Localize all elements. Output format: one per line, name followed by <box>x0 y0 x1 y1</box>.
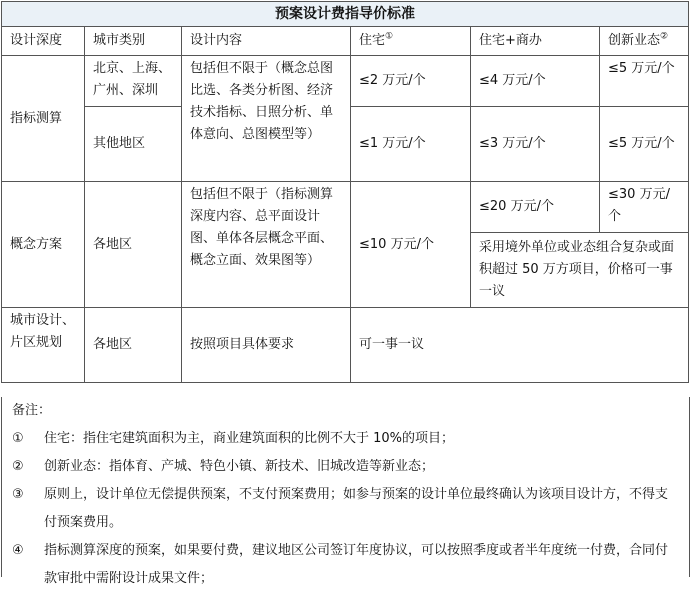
note-mark: ① <box>12 431 24 446</box>
row-concept-a <box>2 182 689 233</box>
note-text: 住宅：指住宅建筑面积为主，商业建筑面积的比例不大于 10%的项目； <box>44 431 455 446</box>
note-mark: ④ <box>12 543 24 558</box>
cell-other-residential: ≤1 万元/个 <box>351 107 471 182</box>
cell-concept-content: 包括但不限于（指标测算深度内容、总平面设计图、单体各层概念平面、概念立面、效果图等） <box>182 182 351 308</box>
header-design-content: 设计内容 <box>182 27 351 56</box>
note-text: 创新业态：指体育、产城、特色小镇、新技术、旧城改造等新业态； <box>44 459 435 474</box>
cell-urban-depth: 城市设计、片区规划 <box>2 308 85 383</box>
cell-concept-special-note: 采用境外单位或业态组合复杂或面积超过 50 万方项目，价格可一事一议 <box>471 233 689 308</box>
note-mark: ③ <box>12 487 24 502</box>
cell-tier1-residential: ≤2 万元/个 <box>351 56 471 107</box>
cell-concept-depth: 概念方案 <box>2 182 85 308</box>
note-text: 原则上，设计单位无偿提供预案，不支付预案费用；如参与预案的设计单位最终确认为该项目设计方，不得支付预案费用。 <box>44 487 669 530</box>
cell-tier1-res-com: ≤4 万元/个 <box>471 56 600 107</box>
cell-tier1-city: 北京、上海、广州、深圳 <box>85 56 182 107</box>
cell-concept-residential: ≤10 万元/个 <box>351 182 471 308</box>
header-residential-commercial: 住宅+商办 <box>471 27 600 56</box>
notes-label: 备注： <box>12 403 52 418</box>
cell-concept-city: 各地区 <box>85 182 182 308</box>
note-item <box>2 537 689 593</box>
note-item <box>2 453 689 481</box>
cell-concept-innovative: ≤30 万元/个 <box>600 182 689 233</box>
header-residential-label: 住宅 <box>359 33 386 48</box>
title-row <box>2 2 689 27</box>
cell-urban-city: 各地区 <box>85 308 182 383</box>
note-item <box>2 425 689 453</box>
header-residential <box>351 27 471 56</box>
cell-other-innovative: ≤5 万元/个 <box>600 107 689 182</box>
cell-other-res-com: ≤3 万元/个 <box>471 107 600 182</box>
fee-table <box>1 1 689 383</box>
cell-indicator-depth: 指标测算 <box>2 56 85 182</box>
note-mark: ② <box>12 459 24 474</box>
cell-other-city: 其他地区 <box>85 107 182 182</box>
header-innovative-label: 创新业态 <box>608 33 661 48</box>
cell-tier1-innovative: ≤5 万元/个 <box>600 56 689 107</box>
notes-section <box>1 397 690 586</box>
note-item <box>2 481 689 537</box>
footnote-ref-1: ① <box>385 31 394 42</box>
header-city-category: 城市类别 <box>85 27 182 56</box>
header-row <box>2 27 689 56</box>
header-design-depth: 设计深度 <box>2 27 85 56</box>
header-innovative <box>600 27 689 56</box>
footnote-ref-2: ② <box>660 31 669 42</box>
cell-urban-price: 可一事一议 <box>351 308 689 383</box>
cell-indicator-content: 包括但不限于（概念总图比选、各类分析图、经济技术指标、日照分析、单体意向、总图模型等） <box>182 56 351 182</box>
cell-urban-content: 按照项目具体要求 <box>182 308 351 383</box>
row-indicator-tier1 <box>2 56 689 107</box>
row-urban <box>2 308 689 383</box>
note-text: 指标测算深度的预案，如果要付费，建议地区公司签订年度协议，可以按照季度或者半年度统一付费，合同付款审批中需附设计成果文件； <box>44 543 669 586</box>
table-title: 预案设计费指导价标准 <box>2 2 689 27</box>
cell-concept-res-com: ≤20 万元/个 <box>471 182 600 233</box>
